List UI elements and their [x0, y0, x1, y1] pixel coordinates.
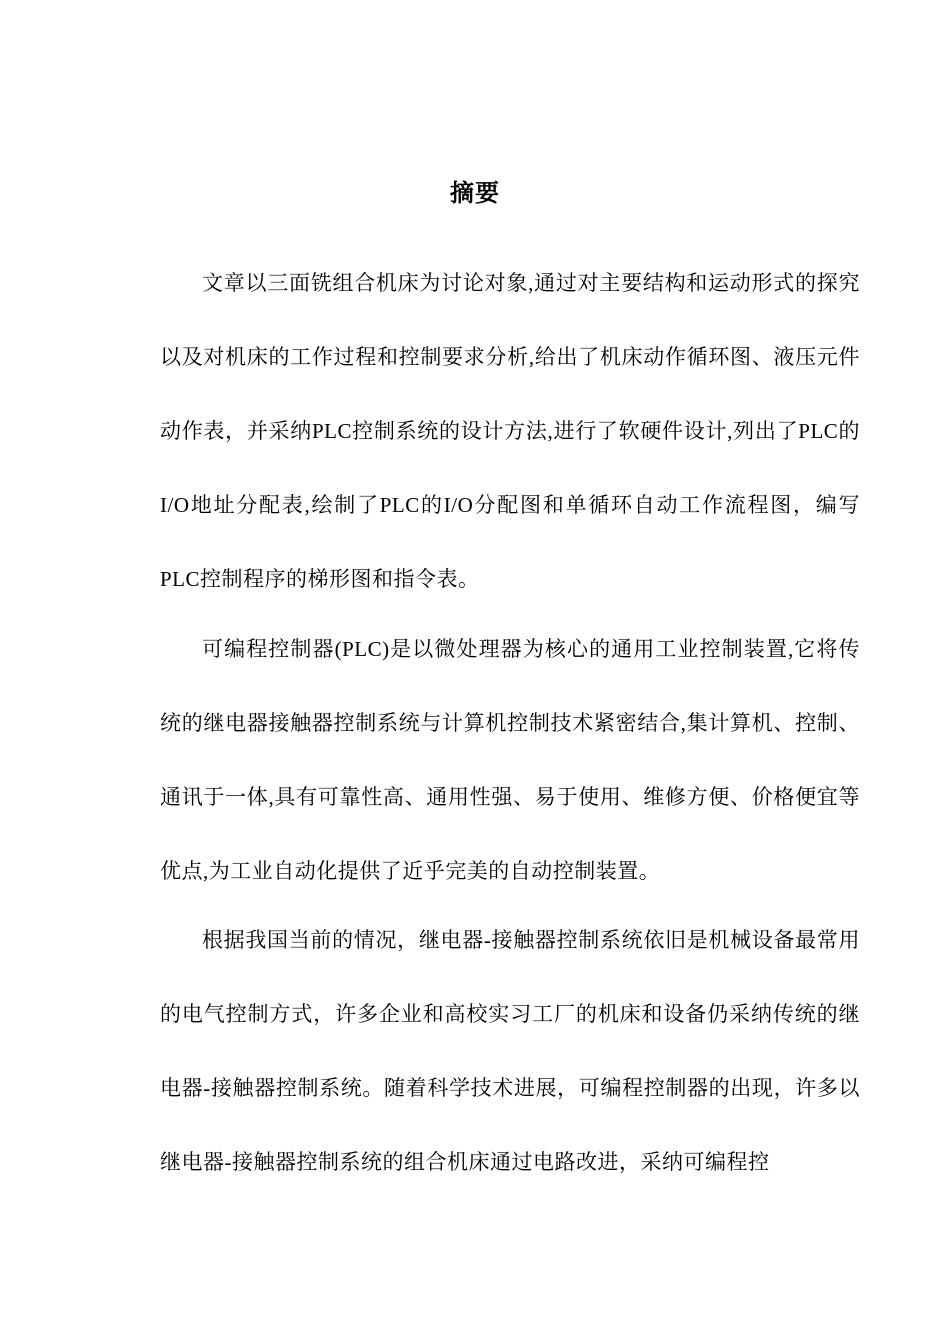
abstract-title: 摘要 — [450, 180, 500, 207]
abstract-paragraph-2: 可编程控制器(PLC)是以微处理器为核心的通用工业控制装置,它将传统的继电器接触器控制系统与计算机控制技术紧密结合,集计算机、控制、通讯于一体,具有可靠性高、通用性强、易于使用、维修方便、价格便宜等优点,为工业自动化提供了近乎完美的自动控制装置。 — [160, 637, 860, 883]
abstract-paragraph-1: 文章以三面铣组合机床为讨论对象,通过对主要结构和运动形式的探究以及对机床的工作过程和控制要求分析,给出了机床动作循环图、液压元件动作表，并采纳PLC控制系统的设计方法,进行了软硬件设计,列出了PLC的I/O地址分配表,绘制了PLC的I/O分配图和单循环自动工作流程图，编写PLC控制程序的梯形图和指令表。 — [160, 271, 860, 591]
abstract-paragraph-3: 根据我国当前的情况，继电器-接触器控制系统依旧是机械设备最常用的电气控制方式，许多企业和高校实习工厂的机床和设备仍采纳传统的继电器-接触器控制系统。随着科学技术进展，可编程控制器的出现，许多以继电器-接触器控制系统的组合机床通过电路改进，采纳可编程控 — [160, 928, 860, 1174]
